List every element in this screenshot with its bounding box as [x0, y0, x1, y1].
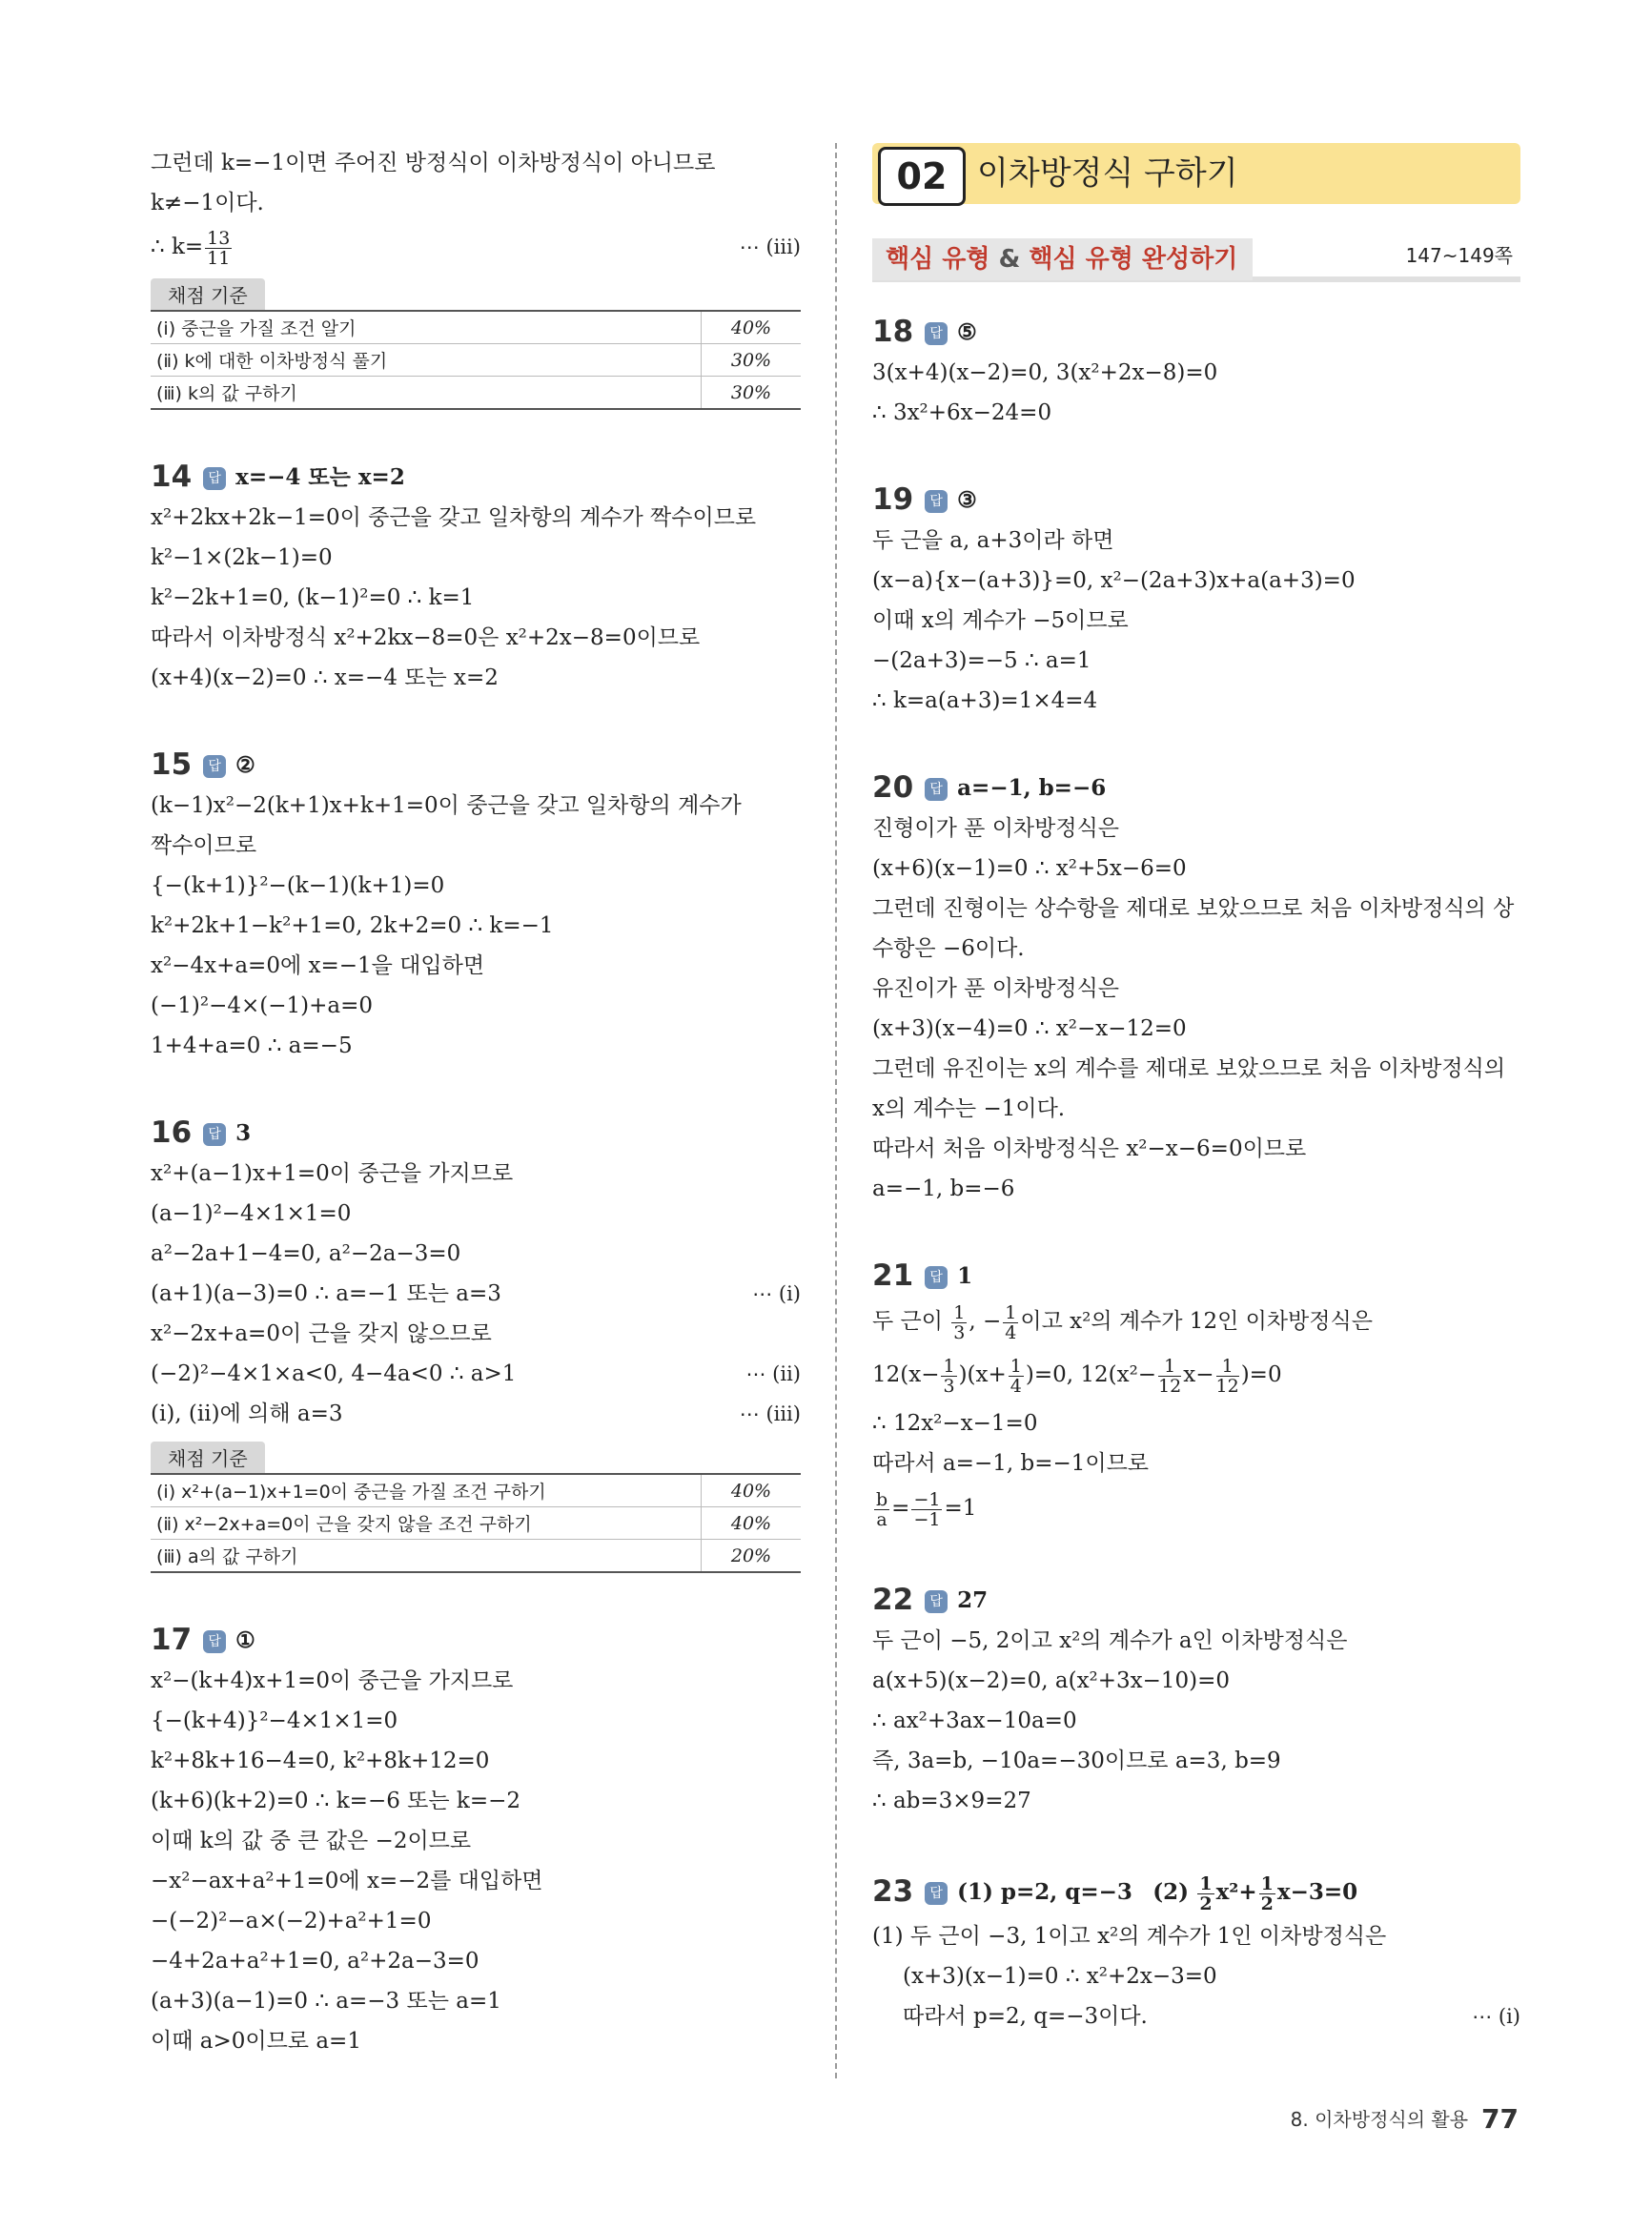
solution-line: 두 근을 a, a+3이라 하면 [872, 528, 1114, 553]
solution-line: 두 근이 −5, 2이고 x²의 계수가 a인 이차방정식은 [872, 1628, 1348, 1653]
frac-num: 1 [1260, 1872, 1274, 1894]
line-text: )(x+ [958, 1362, 1007, 1387]
frac-num: 1 [1005, 1301, 1017, 1323]
solution-line: (a+3)(a−1)=0 ∴ a=−3 또는 a=1 [151, 1989, 501, 2014]
answer-badge-icon: 답 [203, 1123, 226, 1146]
solution-line: 이때 x의 계수가 −5이므로 [872, 608, 1129, 633]
solution-line: x²+2kx+2k−1=0이 중근을 갖고 일차항의 계수가 짝수이므로 [151, 505, 757, 530]
problem-20-header [872, 767, 1520, 808]
left-column [151, 143, 801, 2061]
criteria-cell: (ⅱ) x²−2x+a=0이 근을 갖지 않을 조건 구하기 [151, 1507, 702, 1540]
problem-answer: 1 [957, 1263, 973, 1289]
solution-line: ∴ ab=3×9=27 [872, 1789, 1031, 1813]
problem-answer: 27 [957, 1587, 989, 1613]
section-title: 이차방정식 구하기 [977, 154, 1238, 193]
solution-line [872, 1996, 1520, 2036]
solution-line: 수항은 −6이다. [872, 936, 1025, 961]
fraction [951, 1303, 967, 1342]
answer-badge-icon: 답 [925, 490, 948, 513]
percent-cell: 30% [702, 344, 802, 377]
frac-den: 12 [1158, 1375, 1182, 1397]
sub-title-part1: 핵심 유형 [886, 245, 990, 274]
line-text: (ⅰ), (ⅱ)에 의해 a=3 [151, 1401, 343, 1426]
grading-criteria [151, 310, 801, 410]
problem-number: 16 [151, 1115, 193, 1150]
percent-cell: 30% [702, 377, 802, 410]
percent-cell: 20% [702, 1540, 802, 1573]
line-text: (x+3)(x−1)=0 ∴ x²+2x−3=0 [903, 1964, 1217, 1989]
solution-line: k²+8k+16−4=0, k²+8k+12=0 [151, 1749, 490, 1773]
k-result-text: ∴ k= [151, 235, 204, 259]
solution-line: ∴ 12x²−x−1=0 [872, 1411, 1038, 1436]
problem-answer-2-label: (2) [1152, 1879, 1190, 1905]
criteria-cell: (ⅲ) k의 값 구하기 [151, 377, 702, 410]
solution-line: 이때 a>0이므로 a=1 [151, 2029, 361, 2054]
solution-line: (−1)²−4×(−1)+a=0 [151, 993, 373, 1018]
solution-line: 1+4+a=0 ∴ a=−5 [151, 1033, 353, 1058]
fraction [1003, 1303, 1018, 1342]
line-text: 12(x− [872, 1362, 940, 1387]
line-text: , − [969, 1309, 1002, 1334]
fraction-13-11 [205, 229, 232, 268]
table-row [151, 377, 801, 410]
solution-line: 그런데 진형이는 상수항을 제대로 보았으므로 처음 이차방정식의 상 [872, 896, 1515, 921]
problem-answer-2: x²+ [1215, 1879, 1257, 1905]
problem-16-header [151, 1112, 801, 1154]
problem-17-header [151, 1619, 801, 1661]
line-text: x²−2x+a=0이 근을 갖지 않으므로 [151, 1321, 492, 1346]
table-row [151, 1507, 801, 1540]
table-row [151, 1540, 801, 1573]
frac-den: −1 [913, 1508, 941, 1530]
problem-number: 14 [151, 460, 193, 494]
percent-cell: 40% [702, 311, 802, 344]
problem-23-header [872, 1867, 1520, 1916]
problem-answer-1: (1) p=2, q=−3 [957, 1879, 1132, 1905]
solution-line [872, 1346, 1520, 1403]
solution-line [872, 1297, 1520, 1346]
answer-badge-icon: 답 [203, 467, 226, 490]
solution-line [151, 1194, 801, 1234]
frac-num: b [876, 1488, 888, 1510]
criteria-cell: (ⅱ) k에 대한 이차방정식 풀기 [151, 344, 702, 377]
step-tag: ⋯ (ⅱ) [745, 1362, 801, 1385]
step-tag: ⋯ (ⅲ) [739, 1402, 801, 1425]
solution-line: 따라서 처음 이차방정식은 x²−x−6=0이므로 [872, 1136, 1307, 1161]
solution-line: (k+6)(k+2)=0 ∴ k=−6 또는 k=−2 [151, 1789, 521, 1813]
fraction [1158, 1357, 1181, 1396]
problem-19-header [872, 479, 1520, 521]
percent-cell: 40% [702, 1507, 802, 1540]
solution-line [872, 1916, 1520, 1956]
line-text: )=0 [1240, 1362, 1282, 1387]
frac-den: a [876, 1508, 887, 1530]
line-text: x²+(a−1)x+1=0이 중근을 가지므로 [151, 1161, 514, 1186]
grading-table-2 [151, 1442, 801, 1573]
solution-line: k²−2k+1=0, (k−1)²=0 ∴ k=1 [151, 585, 475, 610]
column-divider [835, 143, 837, 2078]
subsection-header [872, 238, 1520, 282]
solution-line: ∴ 3x²+6x−24=0 [872, 400, 1052, 425]
problem-15-header [151, 744, 801, 786]
criteria-cell: (ⅰ) x²+(a−1)x+1=0이 중근을 가질 조건 구하기 [151, 1474, 702, 1507]
frac-den: 3 [943, 1375, 955, 1397]
frac-num: 13 [207, 227, 231, 249]
solution-line: ∴ k=a(a+3)=1×4=4 [872, 688, 1098, 713]
solution-line: 그런데 유진이는 x의 계수를 제대로 보았으므로 처음 이차방정식의 [872, 1056, 1506, 1081]
criteria-cell: (ⅰ) 중근을 가질 조건 알기 [151, 311, 702, 344]
problem-answer: ⑤ [957, 319, 977, 345]
solution-line [872, 1483, 1520, 1533]
k-result-line [151, 223, 801, 271]
line-text: 두 근이 [872, 1309, 943, 1334]
frac-num: 1 [1216, 1357, 1239, 1377]
subsection-title [872, 238, 1253, 280]
step-tag: ⋯ (ⅰ) [752, 1282, 801, 1305]
problem-answer: 3 [235, 1120, 252, 1146]
sub-title-amp: & [998, 245, 1021, 274]
solution-line: k²−1×(2k−1)=0 [151, 545, 333, 570]
frac-num: 1 [953, 1301, 966, 1323]
solution-line: 유진이가 푼 이차방정식은 [872, 976, 1120, 1001]
frac-den: 4 [1005, 1321, 1017, 1343]
line-text: a²−2a+1−4=0, a²−2a−3=0 [151, 1241, 461, 1266]
problem-number: 22 [872, 1583, 914, 1617]
table-row [151, 344, 801, 377]
frac-den: 4 [1010, 1375, 1022, 1397]
problem-number: 21 [872, 1258, 914, 1293]
frac-num: −1 [913, 1488, 941, 1510]
problem-22-header [872, 1579, 1520, 1621]
answer-badge-icon: 답 [925, 1266, 948, 1289]
step-tag: ⋯ (ⅰ) [1472, 2005, 1520, 2028]
solution-line: x²−4x+a=0에 x=−1을 대입하면 [151, 953, 485, 978]
solution-line: {−(k+4)}²−4×1×1=0 [151, 1708, 398, 1733]
line-text: (a+1)(a−3)=0 ∴ a=−1 또는 a=3 [151, 1281, 501, 1306]
solution-line [151, 1154, 801, 1194]
line-text: (a−1)²−4×1×1=0 [151, 1201, 352, 1226]
answer-badge-icon: 답 [203, 1630, 226, 1653]
percent-cell: 40% [702, 1474, 802, 1507]
fraction [1259, 1874, 1275, 1913]
frac-den: 3 [953, 1321, 966, 1343]
frac-num: 1 [943, 1355, 955, 1377]
problem-number: 23 [872, 1874, 914, 1909]
solution-line: {−(k+1)}²−(k−1)(k+1)=0 [151, 873, 445, 898]
solution-line: −x²−ax+a²+1=0에 x=−2를 대입하면 [151, 1869, 543, 1893]
frac-den: 2 [1199, 1892, 1213, 1914]
line-text: x− [1183, 1362, 1214, 1387]
solution-line: −4+2a+a²+1=0, a²+2a−3=0 [151, 1949, 479, 1974]
frac-den: 11 [207, 247, 231, 269]
problem-number: 18 [872, 315, 914, 349]
frac-num: 1 [1199, 1872, 1213, 1894]
problem-answer: x=−4 또는 x=2 [235, 464, 405, 490]
solution-line: 따라서 a=−1, b=−1이므로 [872, 1451, 1150, 1476]
section-number: 02 [878, 147, 966, 206]
frac-num: 1 [1158, 1357, 1181, 1377]
solution-line: a=−1, b=−6 [872, 1176, 1015, 1201]
solution-line: −(2a+3)=−5 ∴ a=1 [872, 648, 1091, 673]
problem-number: 15 [151, 747, 193, 782]
solution-line: a(x+5)(x−2)=0, a(x²+3x−10)=0 [872, 1668, 1231, 1693]
problem-number: 17 [151, 1623, 193, 1657]
solution-line: (k−1)x²−2(k+1)x+k+1=0이 중근을 갖고 일차항의 계수가 [151, 793, 742, 818]
page-range: 147~149쪽 [1405, 244, 1513, 267]
solution-line: 3(x+4)(x−2)=0, 3(x²+2x−8)=0 [872, 360, 1218, 385]
line-text: 이고 x²의 계수가 12인 이차방정식은 [1020, 1309, 1373, 1334]
solution-line [872, 1956, 1520, 1996]
solution-line [151, 1394, 801, 1434]
line-text: (1) 두 근이 −3, 1이고 x²의 계수가 1인 이차방정식은 [872, 1924, 1387, 1949]
answer-badge-icon: 답 [925, 1882, 948, 1905]
section-header [872, 143, 1520, 204]
table-row [151, 1474, 801, 1507]
fraction [1197, 1874, 1214, 1913]
problem-answer: ③ [957, 487, 977, 513]
solution-line: 짝수이므로 [151, 833, 257, 858]
solution-line: 이때 k의 값 중 큰 값은 −2이므로 [151, 1829, 472, 1853]
line-text: (−2)²−4×1×a<0, 4−4a<0 ∴ a>1 [151, 1361, 517, 1386]
problem-answer: a=−1, b=−6 [957, 775, 1107, 801]
problem-18-header [872, 311, 1520, 353]
table-row [151, 311, 801, 344]
problem-21-header [872, 1255, 1520, 1297]
right-column [872, 143, 1520, 2036]
line-text: =1 [944, 1496, 977, 1521]
solution-line [151, 1274, 801, 1314]
intro-line-1: 그런데 k=−1이면 주어진 방정식이 이차방정식이 아니므로 [151, 151, 716, 175]
fraction [1009, 1357, 1024, 1396]
answer-badge-icon: 답 [203, 755, 226, 778]
grading-criteria [151, 1473, 801, 1573]
problem-number: 19 [872, 482, 914, 517]
solution-line: 즉, 3a=b, −10a=−30이므로 a=3, b=9 [872, 1749, 1281, 1773]
problem-14-header [151, 456, 801, 498]
grading-title: 채점 기준 [151, 1442, 265, 1473]
grading-title: 채점 기준 [151, 278, 265, 310]
answer-badge-icon: 답 [925, 322, 948, 345]
fraction [911, 1490, 942, 1529]
solution-line: x²−(k+4)x+1=0이 중근을 가지므로 [151, 1668, 514, 1693]
solution-line: (x−a){x−(a+3)}=0, x²−(2a+3)x+a(a+3)=0 [872, 568, 1356, 593]
solution-line: 진형이가 푼 이차방정식은 [872, 816, 1120, 841]
problem-number: 20 [872, 770, 914, 805]
line-text: = [891, 1496, 910, 1521]
fraction [941, 1357, 956, 1396]
problem-answer: ② [235, 752, 255, 778]
solution-line: −(−2)²−a×(−2)+a²+1=0 [151, 1909, 432, 1933]
intro-line-2: k≠−1이다. [151, 191, 264, 215]
solution-line: x의 계수는 −1이다. [872, 1096, 1066, 1121]
grading-table-1 [151, 278, 801, 410]
sub-title-part2: 핵심 유형 완성하기 [1029, 245, 1238, 274]
fraction [1216, 1357, 1239, 1396]
fraction [874, 1490, 889, 1529]
solution-line [151, 1354, 801, 1394]
solution-line [151, 1234, 801, 1274]
answer-badge-icon: 답 [925, 778, 948, 801]
criteria-cell: (ⅲ) a의 값 구하기 [151, 1540, 702, 1573]
solution-line: (x+4)(x−2)=0 ∴ x=−4 또는 x=2 [151, 665, 499, 690]
solution-line: 따라서 이차방정식 x²+2kx−8=0은 x²+2x−8=0이므로 [151, 625, 701, 650]
solution-line: (x+3)(x−4)=0 ∴ x²−x−12=0 [872, 1016, 1187, 1041]
step-tag: ⋯ (ⅲ) [739, 235, 801, 258]
frac-den: 2 [1260, 1892, 1274, 1914]
solution-line: k²+2k+1−k²+1=0, 2k+2=0 ∴ k=−1 [151, 913, 554, 938]
problem-answer: ① [235, 1627, 255, 1653]
answer-badge-icon: 답 [925, 1590, 948, 1613]
frac-num: 1 [1010, 1355, 1022, 1377]
solution-line: ∴ ax²+3ax−10a=0 [872, 1708, 1077, 1733]
chapter-label: 8. 이차방정식의 활용 [1290, 2108, 1469, 2131]
solution-line [151, 1314, 801, 1354]
page-number: 77 [1481, 2103, 1519, 2135]
page-footer [1291, 2103, 1519, 2135]
line-text: 따라서 p=2, q=−3이다. [903, 2004, 1148, 2029]
line-text: )=0, 12(x²− [1025, 1362, 1157, 1387]
solution-line: (x+6)(x−1)=0 ∴ x²+5x−6=0 [872, 856, 1187, 881]
frac-den: 12 [1215, 1375, 1239, 1397]
problem-answer-2: x−3=0 [1276, 1879, 1358, 1905]
